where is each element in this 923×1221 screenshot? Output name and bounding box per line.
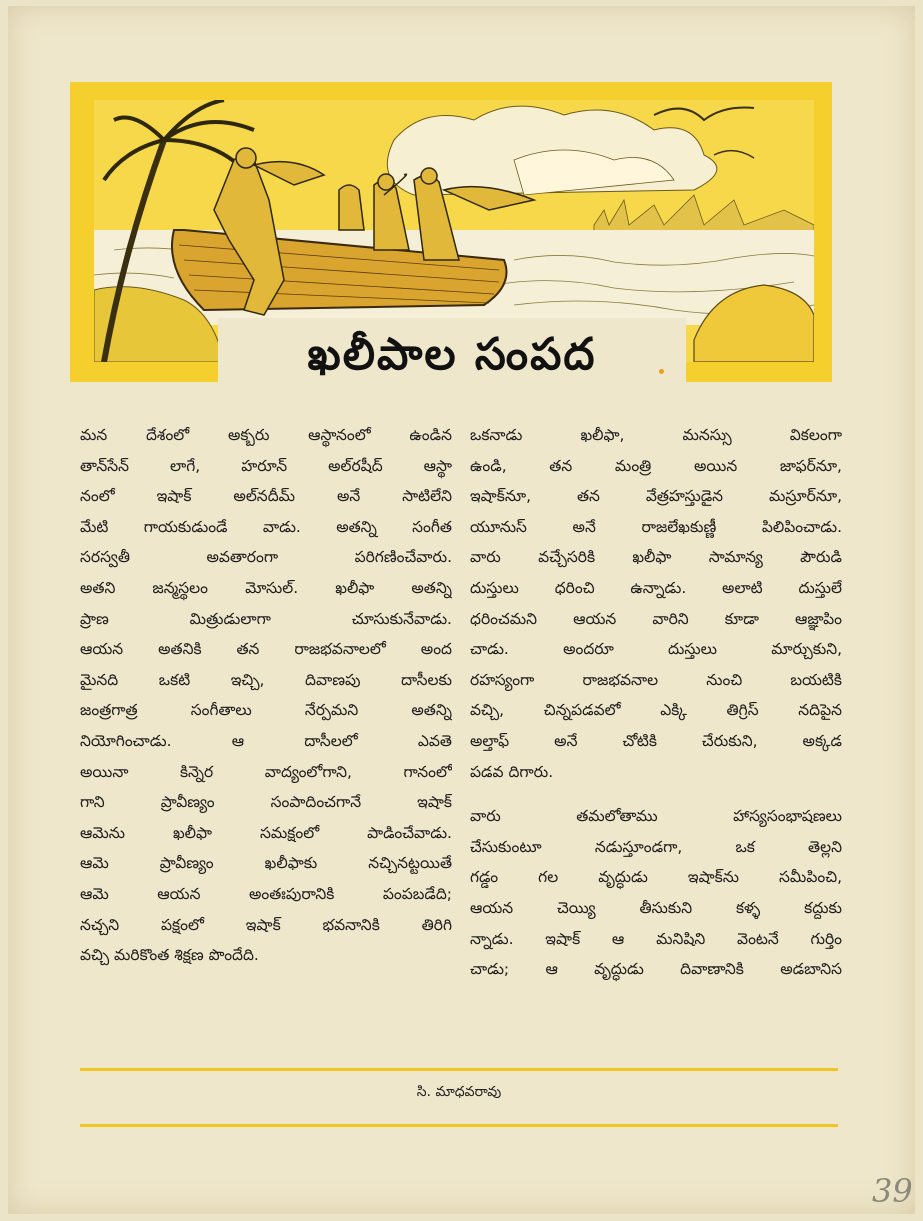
text-line: అయినా కిన్నెర వాద్యంలోగాని, గానంలో: [80, 762, 452, 781]
text-line: నంలో ఇషాక్ అల్‌నదీమ్ అనే సాటిలేని: [80, 487, 452, 506]
title-box: [218, 318, 686, 402]
text-line: ఆయన అతనికి తన రాజభవనాలలో అంద: [80, 640, 452, 659]
decorative-dot: [659, 369, 664, 374]
text-line: మేటి గాయకుడుండే వాడు. అతన్ని సంగీత: [80, 517, 452, 536]
page-number: 39: [872, 1172, 913, 1210]
text-line: చేసుకుంటూ నడుస్తూండగా, ఒక తెల్లని: [470, 837, 842, 856]
author-byline: సి. మాధవరావు: [416, 1084, 502, 1100]
text-line: మన దేశంలో అక్బరు ఆస్థానంలో ఉండిన: [80, 426, 452, 444]
text-line: ఆమె ప్రావీణ్యం ఖలీఫాకు నచ్చినట్టయితే: [80, 854, 452, 873]
text-line: చాడు; ఆ వృద్ధుడు దివాణానికి అడబానిస: [470, 960, 842, 979]
text-line: రహస్యంగా రాజభవనాల నుంచి బయటికి: [470, 670, 842, 689]
text-line: మైనది ఒకటి ఇచ్చి, దివాణపు దాసీలకు: [80, 670, 452, 689]
divider-top: [80, 1068, 838, 1071]
text-line: యూనుస్ అనే రాజలేఖకుణ్ణీ పిలిపించాడు.: [470, 517, 842, 536]
left-column: [80, 420, 452, 971]
text-line: నియోగించాడు. ఆ దాసీలలో ఎవతె: [80, 731, 452, 750]
text-line: అల్తాఫ్ అనే చోటికి చేరుకుని, అక్కడ: [470, 731, 842, 750]
text-line: సరస్వతీ అవతారంగా పరిగణించేవారు.: [80, 548, 452, 567]
text-line: తాన్‌సేన్ లాగే, హరూన్ అల్‌రషీద్ ఆస్థా: [80, 456, 452, 475]
text-line: ఆమె ఆయన అంతఃపురానికి పంపబడేది;: [80, 884, 452, 903]
text-line: వారు తమలోతాము హాస్యసంభాషణలు: [470, 807, 842, 826]
paragraph-gap: [470, 787, 842, 801]
text-line: పడవ దిగారు.: [470, 762, 554, 781]
text-line: గడ్డం గల వృద్ధుడు ఇషాక్‌ను సమీపించి,: [470, 868, 842, 887]
right-column: [470, 420, 842, 985]
article-title: ఖలీపాల సంపద: [307, 329, 597, 380]
text-line: నచ్చని పక్షంలో ఇషాక్ భవనానికి తిరిగి: [80, 915, 452, 934]
text-line: దుస్తులు ధరించి ఉన్నాడు. అలాటి దుస్తులే: [470, 578, 842, 597]
text-line: వారు వచ్చేసరికి ఖలీఫా సామాన్య పౌరుడి: [470, 548, 842, 567]
text-line: ధరించమని ఆయన వారిని కూడా ఆజ్ఞాపిం: [470, 609, 842, 628]
text-line: ఒకనాడు ఖలీఫా, మనస్సు వికలంగా: [470, 426, 842, 444]
text-line: ఇషాక్‌నూ, తన వేత్రహస్తుడైన మస్రూర్‌నూ,: [470, 487, 842, 506]
text-line: చాడు. అందరూ దుస్తులు మార్చుకుని,: [470, 640, 842, 659]
text-line: ఉండి, తన మంత్రి అయిన జాఫర్‌నూ,: [470, 456, 842, 475]
text-line: అతని జన్మస్థలం మోసుల్. ఖలీఫా అతన్ని: [80, 578, 452, 597]
text-line: వచ్చి, చిన్నపడవలో ఎక్కి తిగ్రిస్ నదిపైన: [470, 701, 842, 720]
text-line: జంత్రగాత్ర సంగీతాలు నేర్పమని అతన్ని: [80, 701, 452, 720]
divider-bottom: [80, 1124, 838, 1127]
text-line: గాని ప్రావీణ్యం సంపాదించగానే ఇషాక్: [80, 793, 452, 812]
text-line: న్నాడు. ఇషాక్ ఆ మనిషిని వెంటనే గుర్తిం: [470, 929, 842, 948]
text-line: ఆమెను ఖలీఫా సమక్షంలో పాడించేవాడు.: [80, 823, 452, 842]
text-line: ప్రాణ మిత్రుడులాగా చూసుకునేవాడు.: [80, 609, 452, 628]
text-line: వచ్చి మరికొంత శిక్షణ పొందేది.: [80, 946, 259, 965]
text-line: ఆయన చెయ్యి తీసుకుని కళ్ళ కద్దుకు: [470, 898, 842, 917]
